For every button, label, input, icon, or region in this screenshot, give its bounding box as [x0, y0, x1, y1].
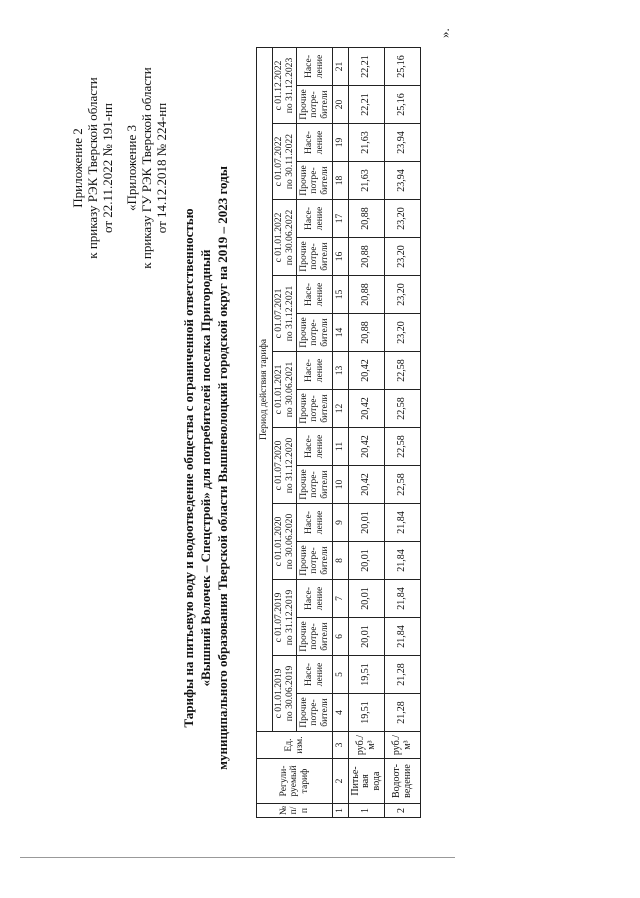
row-number: 1 [349, 804, 385, 818]
tariff-value: 20,01 [349, 618, 385, 656]
column-number: 1 [333, 804, 349, 818]
population-label: Насе- ление [297, 656, 333, 694]
tariff-value: 22,58 [385, 428, 421, 466]
tariff-table [256, 47, 421, 818]
population-label: Насе- ление [297, 200, 333, 238]
column-number: 15 [333, 276, 349, 314]
tariff-value: 25,16 [385, 86, 421, 124]
population-label: Насе- ление [297, 276, 333, 314]
population-label: Насе- ление [297, 580, 333, 618]
tariff-value: 20,01 [349, 580, 385, 618]
appendix-2-header [70, 18, 115, 318]
period-7: с 01.01.2022 по 30.06.2022 [273, 200, 297, 276]
tariff-value: 25,16 [385, 47, 421, 85]
table-row-drinking-water [349, 47, 385, 817]
tariff-value: 20,01 [349, 504, 385, 542]
column-number: 8 [333, 542, 349, 580]
period-3: с 01.01.2020 по 30.06.2020 [273, 504, 297, 580]
other-consumers-label: Прочие потре- бители [297, 466, 333, 504]
tariff-value: 21,63 [349, 162, 385, 200]
population-label: Насе- ление [297, 47, 333, 85]
header-row-consumers [297, 47, 333, 817]
period-6: с 01.07.2021 по 31.12.2021 [273, 276, 297, 352]
column-number: 19 [333, 124, 349, 162]
period-8: с 01.07.2022 по 30.11.2022 [273, 124, 297, 200]
tariff-value: 21,84 [385, 504, 421, 542]
title-line-1: Тарифы на питьевую воду и водоотведение общества с ограниченной ответственностью [181, 208, 196, 728]
tariff-value: 22,58 [385, 466, 421, 504]
row-unit: руб./ м³ [385, 732, 421, 759]
tariff-value: 19,51 [349, 656, 385, 694]
tariff-value: 21,28 [385, 656, 421, 694]
tariff-value: 23,94 [385, 124, 421, 162]
tariff-value: 21,84 [385, 542, 421, 580]
tariff-value: 20,42 [349, 390, 385, 428]
other-consumers-label: Прочие потре- бители [297, 238, 333, 276]
period-2: с 01.07.2019 по 31.12.2019 [273, 580, 297, 656]
tariff-value: 19,51 [349, 694, 385, 732]
period-5: с 01.01.2021 по 30.06.2021 [273, 352, 297, 428]
column-number-row [333, 47, 349, 817]
other-consumers-label: Прочие потре- бители [297, 86, 333, 124]
header-row-1 [257, 47, 273, 817]
row-number: 2 [385, 804, 421, 818]
tariff-value: 20,42 [349, 466, 385, 504]
tariff-value: 22,21 [349, 86, 385, 124]
tariff-value: 23,94 [385, 162, 421, 200]
column-number: 21 [333, 47, 349, 85]
column-number: 9 [333, 504, 349, 542]
tariff-value: 23,20 [385, 200, 421, 238]
column-number: 13 [333, 352, 349, 390]
appendix-2-date: от 22.11.2022 № 191-нп [100, 103, 115, 233]
tariff-value: 20,42 [349, 352, 385, 390]
tariff-value: 21,63 [349, 124, 385, 162]
column-number: 4 [333, 694, 349, 732]
tariff-value: 21,84 [385, 580, 421, 618]
period-9: с 01.12.2022 по 31.12.2023 [273, 47, 297, 123]
header-period: Период действия тарифа [257, 47, 273, 731]
tariff-value: 23,20 [385, 314, 421, 352]
column-number: 18 [333, 162, 349, 200]
appendix-3-order: к приказу ГУ РЭК Тверской области [139, 67, 154, 269]
column-number: 6 [333, 618, 349, 656]
title-line-3: муниципального образования Тверской области Вышневолоцкий городской округ на 2019 – 2023 годы [215, 166, 230, 770]
tariff-value: 23,20 [385, 276, 421, 314]
header-row-periods [273, 47, 297, 817]
header-tariff: Регули- руемый тариф [257, 759, 333, 804]
row-unit: руб./ м³ [349, 732, 385, 759]
appendix-3-header [124, 18, 169, 318]
other-consumers-label: Прочие потре- бители [297, 162, 333, 200]
column-number: 7 [333, 580, 349, 618]
column-number: 2 [333, 759, 349, 804]
tariff-value: 23,20 [385, 238, 421, 276]
row-tariff-name: Питье- вая вода [349, 759, 385, 804]
row-tariff-name: Водоот- ведение [385, 759, 421, 804]
tariff-value: 20,88 [349, 276, 385, 314]
population-label: Насе- ление [297, 504, 333, 542]
other-consumers-label: Прочие потре- бители [297, 314, 333, 352]
column-number: 14 [333, 314, 349, 352]
column-number: 5 [333, 656, 349, 694]
tariff-value: 20,88 [349, 200, 385, 238]
tariff-value: 20,88 [349, 314, 385, 352]
tariff-value: 21,84 [385, 618, 421, 656]
population-label: Насе- ление [297, 124, 333, 162]
other-consumers-label: Прочие потре- бители [297, 390, 333, 428]
period-1: с 01.01.2019 по 30.06.2019 [273, 656, 297, 732]
appendix-2-order: к приказу РЭК Тверской области [85, 77, 100, 259]
title-line-2: «Вышний Волочек – Спецстрой» для потребителей поселка Пригородный [198, 249, 213, 687]
column-number: 11 [333, 428, 349, 466]
tariff-value: 22,58 [385, 390, 421, 428]
column-number: 20 [333, 86, 349, 124]
other-consumers-label: Прочие потре- бители [297, 618, 333, 656]
closing-quote: ». [437, 28, 452, 38]
other-consumers-label: Прочие потре- бители [297, 542, 333, 580]
tariff-value: 20,88 [349, 238, 385, 276]
column-number: 12 [333, 390, 349, 428]
column-number: 16 [333, 238, 349, 276]
tariff-value: 21,28 [385, 694, 421, 732]
column-number: 17 [333, 200, 349, 238]
population-label: Насе- ление [297, 352, 333, 390]
table-row-wastewater [385, 47, 421, 817]
bottom-rule [20, 857, 455, 858]
tariff-value: 20,01 [349, 542, 385, 580]
header-unit: Ед. изм. [257, 732, 333, 759]
population-label: Насе- ление [297, 428, 333, 466]
other-consumers-label: Прочие потре- бители [297, 694, 333, 732]
appendix-2-title: Приложение 2 [70, 128, 85, 208]
period-4: с 01.07.2020 по 31.12.2020 [273, 428, 297, 504]
appendix-3-title: «Приложение 3 [124, 124, 139, 212]
tariff-value: 22,21 [349, 47, 385, 85]
column-number: 10 [333, 466, 349, 504]
tariff-value: 20,42 [349, 428, 385, 466]
column-number: 3 [333, 732, 349, 759]
header-number: № п/ п [257, 804, 333, 818]
appendix-3-date: от 14.12.2018 № 224-нп [154, 102, 169, 234]
document-title [180, 118, 231, 818]
tariff-value: 22,58 [385, 352, 421, 390]
